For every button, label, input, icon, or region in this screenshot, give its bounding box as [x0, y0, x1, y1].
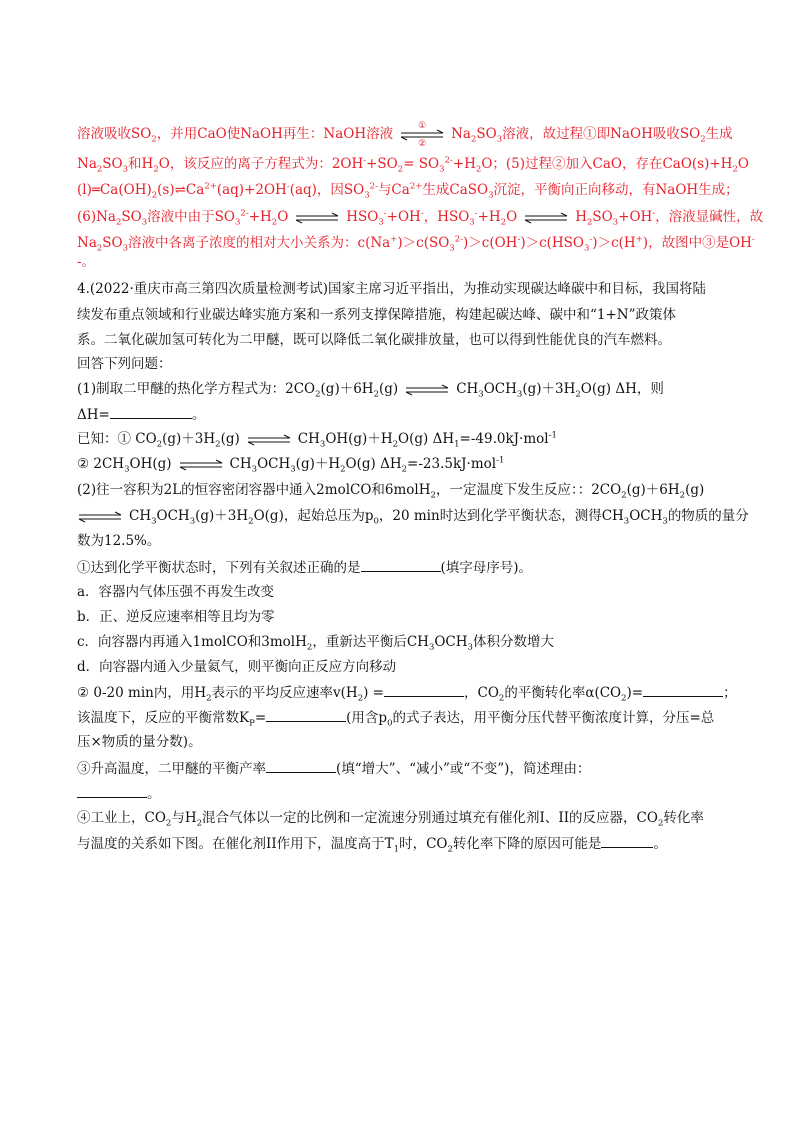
answer-blank[interactable] — [384, 682, 464, 697]
subquestion-3: ③升高温度，二甲醚的平衡产率 (填“增大”、“减小”或“不变”)，简述理由： — [77, 758, 740, 779]
answer-line-2: $Na_2SO_3$和$H_2O$，该反应的离子方程式为：$2OH^-+SO_2= SO_3^{2-}+H_2O$；(5)过程②加入CaO，存在$CaO(s)+H_2O$ — [77, 155, 749, 175]
reversible-arrow — [77, 510, 123, 524]
question-intro-1: 4.(2022·重庆市高三第四次质量检测考试)国家主席习近平指出，为推动实现碳达峰碳中和目标，我国将陆 — [77, 281, 707, 297]
answer-line-1: 溶液吸收$SO_2$，并用CaO使NaOH再生：NaOH溶液 ① ② $Na_2SO_3$溶液，故过程①即NaOH吸收$SO_2$生成 — [77, 120, 733, 149]
subquestion-2: ② 0-20 min内，用$H_2$表示的平均反应速率$v(H_2)$ = ，$CO_2$的平衡转化率$\alpha(CO_2)=$ ； — [77, 682, 740, 703]
answer-blank[interactable] — [266, 758, 336, 773]
reversible-arrow-labeled: ① ② — [399, 128, 445, 142]
subquestion-3-line2: 。 — [77, 783, 740, 804]
question-part1-equation: (1)制取二甲醚的热化学方程式为：$2CO_2(g)+6H_2(g)$ $CH_3OCH_3(g)+3H_2O(g)$ ΔH，则 — [77, 381, 664, 400]
known-reaction-2: ② $2CH_3OH(g)$ $CH_3OCH_3(g)+H_2O(g)$ $\Delta H_2=-23.5kJ\cdot mol^{-1}$ — [77, 455, 505, 475]
question-intro-3: 系。二氧化碳加氢可转化为二甲醚，既可以降低二氧化碳排放量，也可以得到性能优良的汽车燃料。 — [77, 332, 671, 348]
option-c: c．向容器内再通入1molCO和3molH$_2$，重新达平衡后$CH_3OCH_3$体积分数增大 — [77, 634, 554, 653]
question-intro-4: 回答下列问题： — [77, 356, 172, 372]
subquestion-2-line3: 压×物质的量分数)。 — [77, 734, 202, 750]
question-part1-blank: ΔH= 。 — [77, 404, 740, 425]
question-part2-line2: $CH_3OCH_3(g)+3H_2O(g)$，起始总压为$p_0$，20 min时达到化学平衡状态，测得$CH_3OCH_3$的物质的量分 — [77, 506, 740, 526]
answer-line-5: $Na_2SO_3$溶液中各离子浓度的相对大小关系为：$c(Na^+)>c(SO_3^{2-})>c(OH^-)>c(HSO_3^-)>c(H^+)$，故图中③是OH- — [77, 234, 755, 254]
known-reaction-1: 已知：① $CO_2(g)+3H_2(g)$ $CH_3OH(g)+H_2O(g)$ $\Delta H_1=-49.0kJ\cdot mol^{-1}$ — [77, 430, 557, 450]
answer-line-6: -。 — [77, 254, 96, 270]
answer-line-4: $(6)Na_2SO_3$溶液中由于$SO_3^{2-}+H_2O$ $HSO_3^-+OH^-$，$HSO_3^-+H_2O$ $H_2SO_3+OH^-$，溶液显碱性，故 — [77, 208, 764, 228]
question-intro-2: 续发布重点领域和行业碳达峰实施方案和一系列支撑保障措施，构建起碳达峰、碳中和“1+N”政策体 — [77, 307, 677, 323]
answer-blank[interactable] — [601, 833, 653, 848]
reversible-arrow — [246, 433, 292, 447]
reversible-arrow — [404, 383, 450, 397]
subquestion-1: ①达到化学平衡状态时，下列有关叙述正确的是 (填字母序号)。 — [77, 557, 740, 578]
option-d: d．向容器内通入少量氦气，则平衡向正反应方向移动 — [77, 659, 397, 675]
reversible-arrow — [178, 458, 224, 472]
question-part2-line3: 数为12.5%。 — [77, 533, 161, 549]
answer-blank[interactable] — [77, 783, 147, 798]
subquestion-4-line2: 与温度的关系如下图。在催化剂II作用下，温度高于$T_1$时，$CO_2$转化率下降的原因可能是 。 — [77, 833, 740, 854]
answer-blank[interactable] — [643, 682, 723, 697]
option-a: a．容器内气体压强不再发生改变 — [77, 584, 275, 600]
question-part2-line1: (2)往一容积为2L的恒容密闭容器中通入2molCO和6molH$_2$，一定温度下发生反应：：$2CO_2(g)+6H_2(g)$ — [77, 482, 705, 501]
answer-blank[interactable] — [110, 404, 192, 419]
reversible-arrow — [294, 211, 340, 225]
answer-blank[interactable] — [266, 707, 346, 722]
reversible-arrow — [523, 211, 569, 225]
option-b: b．正、逆反应速率相等且均为零 — [77, 609, 275, 625]
subquestion-4: ④工业上，$CO_2$与$H_2$混合气体以一定的比例和一定流速分别通过填充有催化剂I、II的反应器，$CO_2$转化率 — [77, 810, 704, 829]
subquestion-2-line2: 该温度下，反应的平衡常数$K_P=$ (用含$p_0$的式子表达，用平衡分压代替平衡浓度计算，分压=总 — [77, 707, 740, 728]
answer-line-3: $(l)═Ca(OH)_2(s)\rightleftharpoons Ca^{2+}(aq)+2OH^-(aq)$，因$SO_3^{2-}$与$Ca^{2+}$生成CaSO$_3$沉淀，平衡向正向移动，有NaOH生成； — [77, 181, 739, 201]
answer-blank[interactable] — [361, 557, 441, 572]
